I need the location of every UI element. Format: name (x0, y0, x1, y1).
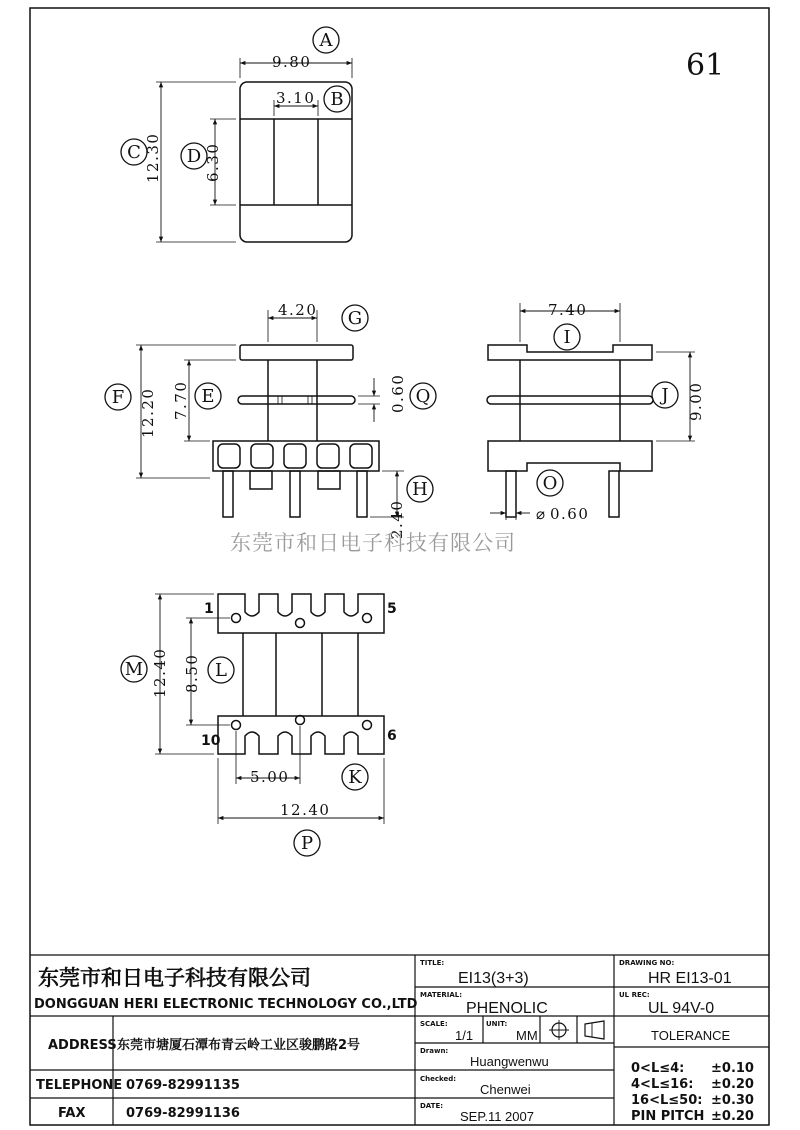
telephone-label: TELEPHONE (36, 1078, 123, 1093)
dim-e-value: 7.70 (172, 380, 190, 420)
callout-k (342, 764, 368, 790)
unit-label: UNIT: (486, 1020, 508, 1028)
callout-q (410, 383, 436, 409)
company-name-en: DONGGUAN HERI ELECTRONIC TECHNOLOGY CO.,LTD (34, 997, 418, 1012)
callout-l (208, 657, 234, 683)
tolerance-value-4: ±0.20 (711, 1109, 754, 1124)
title-label: TITLE: (420, 959, 445, 967)
svg-text:D: D (186, 146, 202, 167)
projection-cone-icon (585, 1021, 604, 1039)
callout-e (195, 383, 221, 409)
dim-o-value: 0.60 (550, 505, 590, 523)
checked-label: Checked: (420, 1075, 457, 1083)
dim-m-value: 12.40 (151, 647, 169, 698)
callout-o (537, 470, 563, 496)
unit-value: MM (516, 1028, 538, 1043)
svg-text:L: L (215, 660, 227, 681)
drawing-no-label: DRAWING NO: (619, 959, 675, 967)
dim-o-symbol: ⌀ (536, 505, 547, 523)
dim-c-value: 12.30 (144, 132, 162, 183)
tolerance-value-3: ±0.30 (711, 1093, 754, 1108)
bottom-bottom-plate (218, 716, 384, 754)
tolerance-range-1: 0<L≤4: (631, 1061, 685, 1076)
dim-h-value: 2.40 (388, 499, 406, 539)
fax-value: 0769-82991136 (126, 1106, 240, 1121)
date-label: DATE: (420, 1102, 444, 1110)
material-label: MATERIAL: (420, 991, 463, 999)
pin-label-1: 1 (204, 601, 214, 617)
svg-text:E: E (201, 386, 215, 407)
side-mid-rib (487, 396, 653, 404)
scale-label: SCALE: (420, 1020, 448, 1028)
dim-p-value: 12.40 (280, 801, 331, 819)
svg-text:F: F (111, 387, 125, 408)
dim-f-value: 12.20 (139, 387, 157, 438)
front-mid-rib (238, 396, 355, 404)
pin-label-5: 5 (387, 601, 397, 617)
svg-text:M: M (124, 659, 144, 680)
svg-text:I: I (563, 327, 571, 348)
tolerance-label: TOLERANCE (651, 1028, 731, 1043)
checked-value: Chenwei (480, 1082, 531, 1097)
dim-g-value: 4.20 (278, 301, 318, 319)
callout-f (105, 384, 131, 410)
date-value: SEP.11 2007 (460, 1109, 534, 1124)
title-value: EI13(3+3) (458, 970, 529, 987)
dim-j-value: 9.00 (687, 381, 705, 421)
dim-b-value: 3.10 (276, 89, 316, 107)
callout-p (294, 830, 320, 856)
svg-text:H: H (412, 479, 428, 500)
sheet-border (30, 8, 769, 1125)
svg-text:G: G (347, 308, 363, 329)
top-view (156, 58, 352, 242)
dim-l-value: 8.50 (183, 653, 201, 693)
dim-a-value: 9.80 (272, 53, 312, 71)
watermark: 东莞市和日电子科技有限公司 (230, 531, 516, 555)
page-number: 61 (686, 48, 725, 83)
svg-text:Q: Q (415, 386, 431, 407)
drawn-value: Huangwenwu (470, 1054, 549, 1069)
front-top-flange (240, 345, 353, 360)
callout-g (342, 305, 368, 331)
drawn-label: Drawn: (420, 1047, 449, 1055)
callout-m (121, 656, 147, 682)
dim-k-value: 5.00 (250, 768, 290, 786)
company-name-cn: 东莞市和日电子科技有限公司 (38, 966, 311, 990)
address-label: ADDRESS (48, 1038, 117, 1053)
ul-value: UL 94V-0 (648, 1000, 715, 1017)
tolerance-value-1: ±0.10 (711, 1061, 754, 1076)
ul-label: UL REC: (619, 991, 650, 999)
callout-h (407, 476, 433, 502)
callout-j (652, 382, 678, 408)
tolerance-range-4: PIN PITCH (631, 1109, 705, 1124)
side-base (488, 441, 652, 471)
telephone-value: 0769-82991135 (126, 1078, 240, 1093)
material-value: PHENOLIC (466, 1000, 548, 1017)
tolerance-range-2: 4<L≤16: (631, 1077, 694, 1092)
pin-label-6: 6 (387, 728, 397, 744)
tolerance-range-3: 16<L≤50: (631, 1093, 703, 1108)
svg-text:O: O (542, 473, 558, 494)
svg-text:K: K (348, 767, 362, 788)
dim-i-value: 7.40 (548, 301, 588, 319)
scale-value: 1/1 (455, 1028, 474, 1043)
dim-q-value: 0.60 (389, 373, 407, 413)
svg-text:P: P (300, 833, 314, 854)
drawing-no-value: HR EI13-01 (648, 970, 732, 987)
svg-text:A: A (319, 30, 333, 51)
tolerance-value-2: ±0.20 (711, 1077, 754, 1092)
pin-label-10: 10 (201, 733, 221, 749)
dim-d-value: 6.30 (204, 142, 222, 182)
fax-label: FAX (58, 1106, 86, 1121)
side-view (487, 303, 695, 520)
svg-text:B: B (330, 89, 344, 110)
svg-text:C: C (127, 142, 141, 163)
callout-a (313, 27, 339, 53)
svg-text:J: J (661, 385, 669, 406)
callout-i (554, 324, 580, 350)
callout-b (324, 86, 350, 112)
address-value: 东莞市塘厦石潭布青云岭工业区骏鹏路2号 (117, 1038, 361, 1053)
